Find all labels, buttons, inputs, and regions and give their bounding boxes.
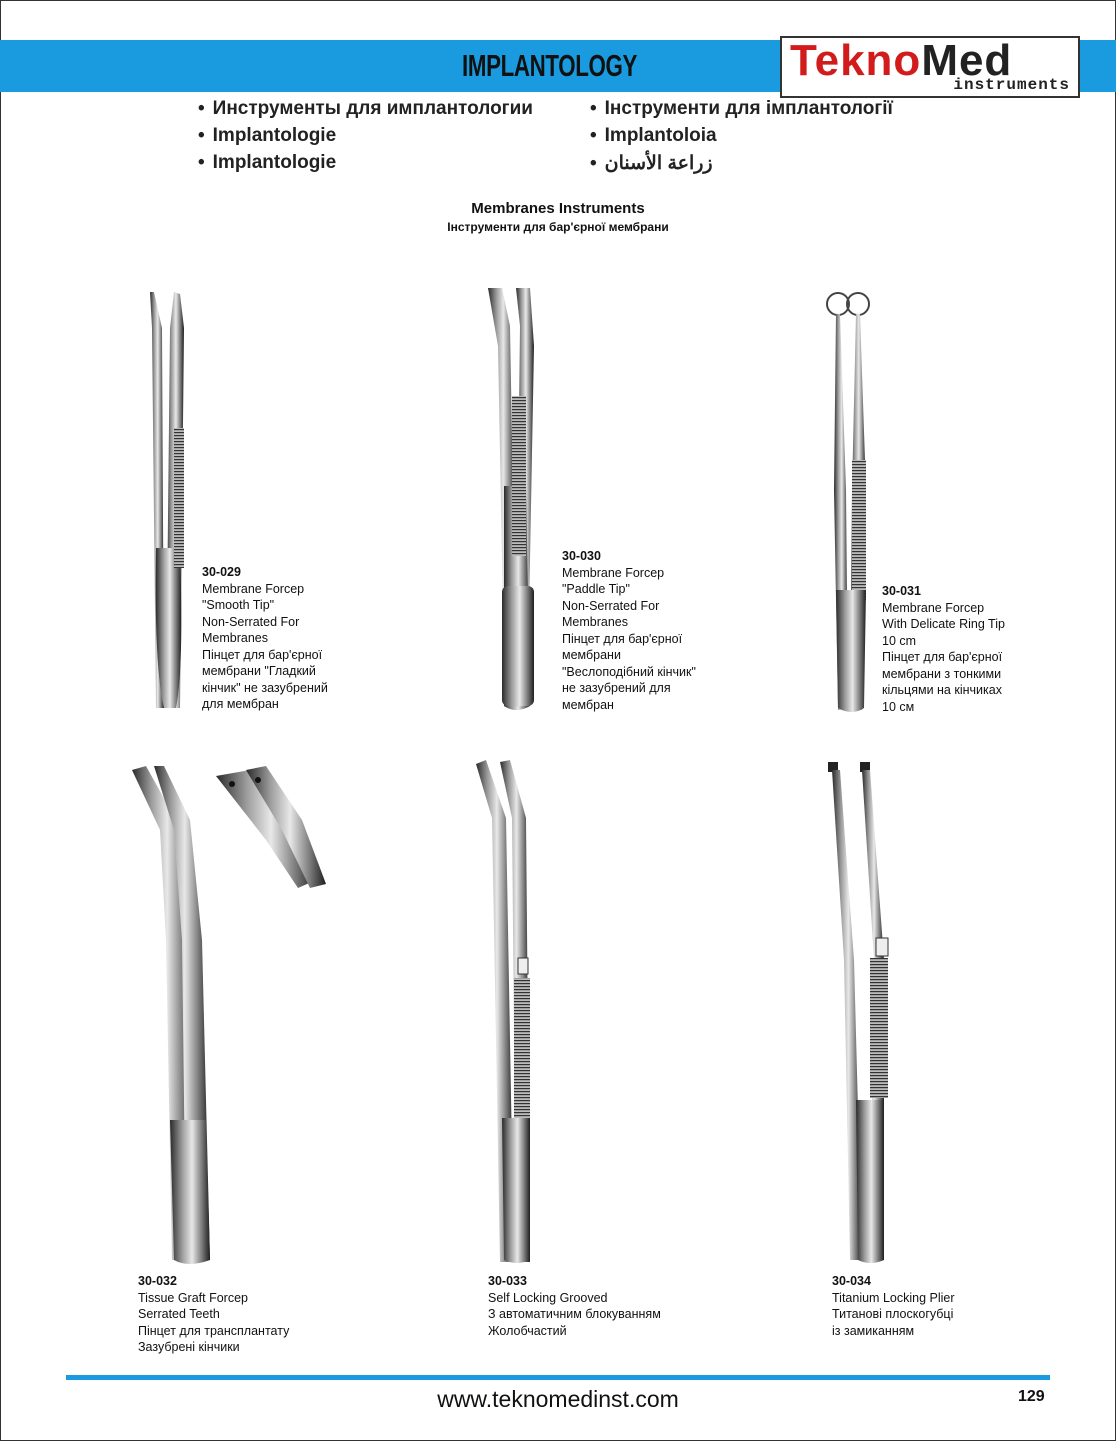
brand-part1: Tekno — [790, 36, 922, 85]
language-item: • Implantologie — [198, 125, 337, 146]
forcep-30-030-image — [486, 286, 556, 714]
language-item: • Implantoloia — [590, 125, 717, 146]
product-code: 30-029 — [202, 565, 241, 579]
language-item: • Инструменты для имплантологии — [198, 98, 533, 119]
forcep-30-029-image — [140, 288, 200, 712]
product-code: 30-030 — [562, 549, 601, 563]
brand-logo — [780, 36, 1080, 98]
subtitle-en: Membranes Instruments — [471, 200, 645, 217]
website-link[interactable]: www.teknomedinst.com — [437, 1386, 679, 1412]
language-item: • Implantologie — [198, 152, 337, 173]
brand-part2: Med — [921, 36, 1013, 85]
forcep-30-033-image — [474, 758, 554, 1266]
forcep-30-032-image — [126, 760, 326, 1266]
product-30-033: 30-033 Self Locking Grooved З автоматичним блокуванням Жолобчастий — [488, 1274, 661, 1338]
footer-rule — [66, 1375, 1050, 1380]
language-item: • Інструменти для імплантології — [590, 98, 893, 119]
section-title: IMPLANTOLOGY — [462, 48, 638, 83]
product-30-030: 30-030 Membrane Forcep "Paddle Tip" Non-Serrated For Membranes Пінцет для бар'єрної мембрани "Веслоподібний кінчик" не зазубрений для мембран — [562, 549, 696, 712]
product-code: 30-032 — [138, 1274, 177, 1288]
brand-subtitle: instruments — [953, 76, 1070, 94]
forcep-30-034-image — [826, 760, 896, 1266]
subtitle-ua: Інструменти для бар'єрної мембрани — [447, 220, 669, 234]
product-code: 30-031 — [882, 584, 921, 598]
product-30-034: 30-034 Titanium Locking Plier Титанові плоскогубці із замиканням — [832, 1274, 955, 1338]
product-code: 30-033 — [488, 1274, 527, 1288]
product-code: 30-034 — [832, 1274, 871, 1288]
page-number: 129 — [1018, 1388, 1045, 1405]
product-30-031: 30-031 Membrane Forcep With Delicate Ring Tip 10 cm Пінцет для бар'єрної мембрани з тонкими кільцями на кінчиках 10 см — [882, 584, 1005, 714]
language-item: • زراعة الأسنان — [590, 153, 713, 174]
product-30-029: 30-029 Membrane Forcep "Smooth Tip" Non-Serrated For Membranes Пінцет для бар'єрної мембрани "Гладкий кінчик" не зазубрений для мембран — [202, 565, 328, 711]
forcep-30-031-image — [824, 290, 884, 714]
product-30-032: 30-032 Tissue Graft Forcep Serrated Teeth Пінцет для трансплантату Зазубрені кінчики — [138, 1274, 290, 1354]
